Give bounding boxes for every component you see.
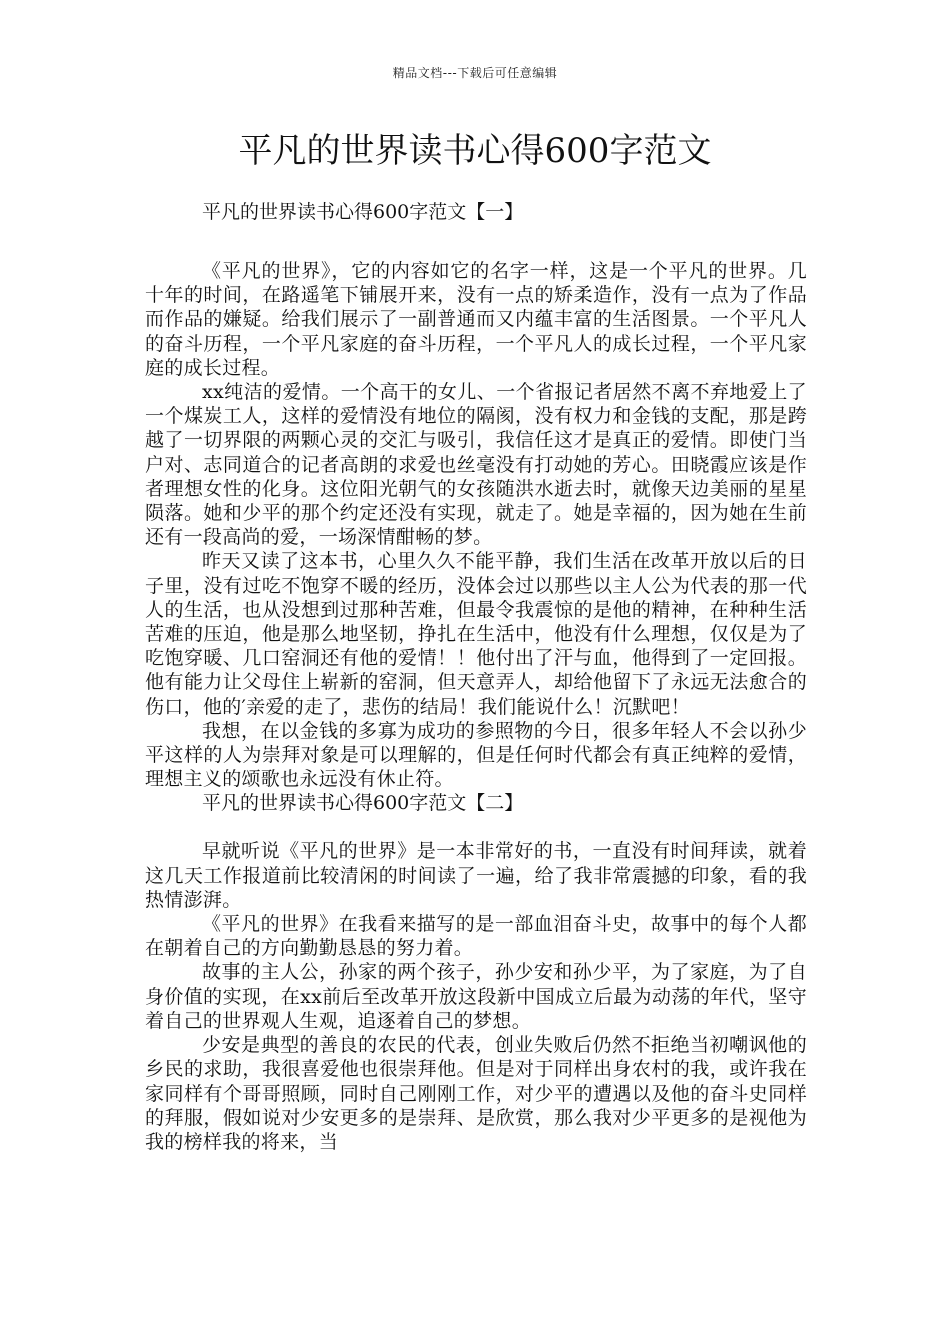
section-heading: 平凡的世界读书心得600字范文【二】 (202, 792, 524, 815)
paragraph: 我想，在以金钱的多寡为成功的参照物的今日，很多年轻人不会以孙少平这样的人为崇拜对象是可以理解的，但是任何时代都会有真正纯粹的爱情，理想主义的颂歌也永远没有休止符。 (145, 719, 807, 791)
page-header: 精品文档---下载后可任意编辑 (392, 66, 558, 80)
paragraph: 《平凡的世界》，它的内容如它的名字一样，这是一个平凡的世界。几十年的时间，在路遥笔下铺展开来，没有一点的矫柔造作，没有一点为了作品而作品的嫌疑。给我们展示了一副普通而又内蕴丰富的生活图景。一个平凡人的奋斗历程，一个平凡家庭的奋斗历程，一个平凡人的成长过程，一个平凡家庭的成长过程。 (145, 260, 807, 379)
paragraph: 昨天又读了这本书，心里久久不能平静，我们生活在改革开放以后的日子里，没有过吃不饱穿不暖的经历，没体会过以那些以主人公为代表的那一代人的生活，也从没想到过那种苦难，但最令我震惊的是他的精神，在种种生活苦难的压迫，他是那么地坚韧，挣扎在生活中，他没有什么理想，仅仅是为了吃饱穿暖、几口窑洞还有他的爱情！！他付出了汗与血，他得到了一定回报。他有能力让父母住上崭新的窑洞，但天意弄人，却给他留下了永远无法愈合的伤口，他的′亲爱的走了，悲伤的结局！我们能说什么！沉默吧！ (145, 550, 807, 718)
section-heading: 平凡的世界读书心得600字范文【一】 (202, 201, 524, 223)
paragraph: 故事的主人公，孙家的两个孩子，孙少安和孙少平，为了家庭，为了自身价值的实现，在xx前后至改革开放这段新中国成立后最为动荡的年代，坚守着自己的世界观人生观，追逐着自己的梦想。 (145, 961, 807, 1032)
paragraph: 《平凡的世界》在我看来描写的是一部血泪奋斗史，故事中的每个人都在朝着自己的方向勤勤恳恳的努力着。 (145, 913, 807, 960)
paragraph: 少安是典型的善良的农民的代表，创业失败后仍然不拒绝当初嘲讽他的乡民的求助，我很喜爱他也很崇拜他。但是对于同样出身农村的我，或许我在家同样有个哥哥照顾，同时自己刚刚工作，对少平的遭遇以及他的奋斗史同样的拜服，假如说对少安更多的是崇拜、是欣赏，那么我对少平更多的是视他为我的榜样我的将来，当 (145, 1034, 807, 1153)
paragraph: 早就听说《平凡的世界》是一本非常好的书，一直没有时间拜读，就着这几天工作报道前比较清闲的时间读了一遍，给了我非常震撼的印象，看的我热情澎湃。 (145, 840, 807, 911)
document-body (145, 200, 807, 1154)
document-title: 平凡的世界读书心得600字范文 (238, 131, 712, 171)
paragraph: xx纯洁的爱情。一个高干的女儿、一个省报记者居然不离不弃地爱上了一个煤炭工人，这样的爱情没有地位的隔阂，没有权力和金钱的支配，那是跨越了一切界限的两颗心灵的交汇与吸引，我信任这才是真正的爱情。即使门当户对、志同道合的记者高朗的求爱也丝毫没有打动她的芳心。田晓霞应该是作者理想女性的化身。这位阳光朝气的女孩随洪水逝去时，就像天边美丽的星星陨落。她和少平的那个约定还没有实现，就走了。她是幸福的，因为她在生前还有一段高尚的爱，一场深情酣畅的梦。 (145, 381, 807, 549)
